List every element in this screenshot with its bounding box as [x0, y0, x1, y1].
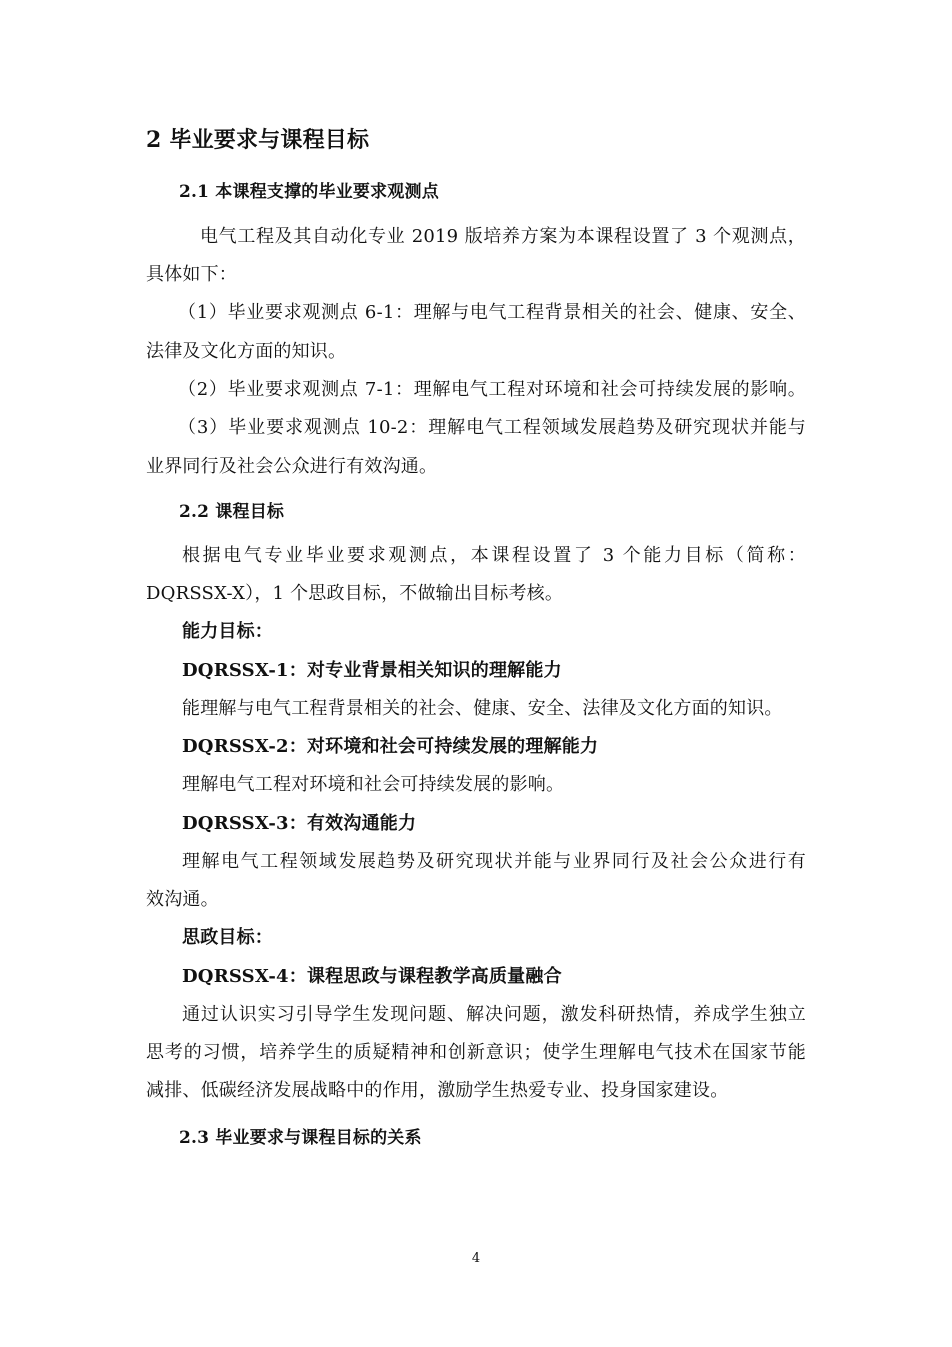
list-item-1-line: （1）毕业要求观测点 6-1：理解与电气工程背景相关的社会、健康、安全、: [178, 302, 806, 323]
paragraph-line: 电气工程及其自动化专业 2019 版培养方案为本课程设置了 3 个观测点，: [200, 226, 806, 247]
subsection-heading-2-1: 2.1 本课程支撑的毕业要求观测点: [179, 182, 439, 202]
goal-4-text-line: 减排、低碳经济发展战略中的作用，激励学生热爱专业、投身国家建设。: [146, 1080, 729, 1101]
ability-goals-label: 能力目标：: [182, 621, 273, 642]
goal-3-title: DQRSSX-3：有效沟通能力: [182, 813, 417, 834]
goal-4-title: DQRSSX-4：课程思政与课程教学高质量融合: [182, 966, 562, 987]
paragraph-line: 根据电气专业毕业要求观测点，本课程设置了 3 个能力目标（简称：: [182, 545, 806, 566]
goal-4-text-line: 思考的习惯，培养学生的质疑精神和创新意识；使学生理解电气技术在国家节能: [146, 1042, 806, 1063]
paragraph-line: DQRSSX-X），1 个思政目标，不做输出目标考核。: [146, 583, 564, 604]
page-number: 4: [471, 1251, 481, 1266]
goal-4-text-line: 通过认识实习引导学生发现问题、解决问题，激发科研热情，养成学生独立: [182, 1004, 806, 1025]
paragraph-line: 具体如下：: [146, 264, 237, 285]
subsection-heading-2-2: 2.2 课程目标: [179, 502, 285, 522]
list-item-2: （2）毕业要求观测点 7-1：理解电气工程对环境和社会可持续发展的影响。: [178, 379, 806, 400]
goal-1-title: DQRSSX-1：对专业背景相关知识的理解能力: [182, 660, 562, 681]
subsection-heading-2-3: 2.3 毕业要求与课程目标的关系: [179, 1128, 422, 1148]
ideology-goals-label: 思政目标：: [182, 927, 273, 948]
goal-2-title: DQRSSX-2：对环境和社会可持续发展的理解能力: [182, 736, 599, 757]
goal-3-text-line: 理解电气工程领域发展趋势及研究现状并能与业界同行及社会公众进行有: [182, 851, 806, 872]
list-item-3-line: 业界同行及社会公众进行有效沟通。: [146, 456, 438, 477]
section-title: 2 毕业要求与课程目标: [146, 127, 370, 153]
list-item-3-line: （3）毕业要求观测点 10-2：理解电气工程领域发展趋势及研究现状并能与: [178, 417, 806, 438]
goal-2-text: 理解电气工程对环境和社会可持续发展的影响。: [182, 774, 565, 795]
goal-1-text: 能理解与电气工程背景相关的社会、健康、安全、法律及文化方面的知识。: [182, 698, 783, 719]
goal-3-text-line: 效沟通。: [146, 889, 219, 910]
list-item-1-line: 法律及文化方面的知识。: [146, 341, 347, 362]
